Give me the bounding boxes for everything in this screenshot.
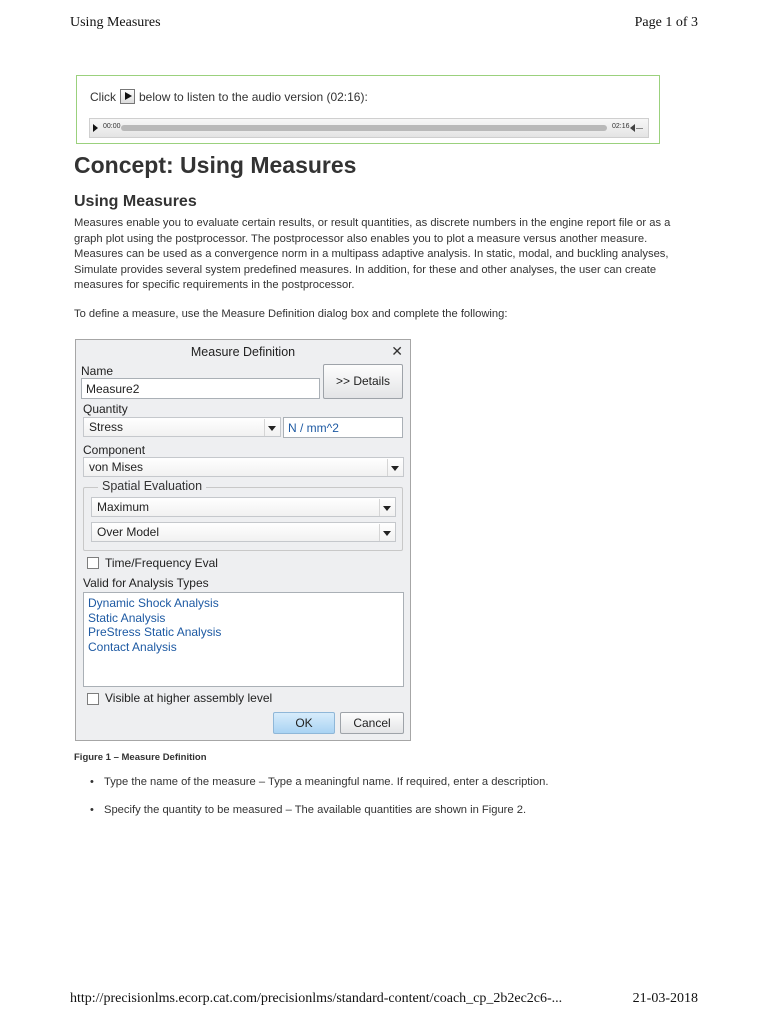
chevron-down-icon [264, 419, 278, 436]
list-item: • Specify the quantity to be measured – The available quantities are shown in Figure 2. [90, 803, 548, 831]
spatial-scope-value: Over Model [97, 525, 160, 539]
list-item: Contact Analysis [88, 639, 177, 654]
cancel-button[interactable]: Cancel [340, 712, 404, 734]
chevron-down-icon [387, 459, 401, 476]
player-play-icon[interactable] [93, 124, 98, 132]
page-header-title: Using Measures [70, 15, 161, 30]
time-frequency-checkbox[interactable] [87, 557, 99, 569]
time-frequency-label: Time/Frequency Eval [105, 556, 218, 570]
body-paragraph: Measures enable you to evaluate certain results, or result quantities, as discrete numbers in the engine report file or as a graph plot using the postprocessor. The postprocessor also enables you to plot a measure versus another measure. Measures can be used as a convergence norm in a multipass adaptive analysis. In static, modal, and buckling analyses, Simulate provides several system predefined measures. In addition, for these and other analyses, the user can create measures for specific requirements in the postprocessor. [74, 217, 671, 291]
dialog-title: Measure Definition [190, 345, 296, 359]
player-seek-bar[interactable] [121, 125, 607, 131]
audio-panel [76, 75, 660, 144]
ok-button[interactable]: OK [273, 712, 335, 734]
audio-instruction-prefix: Click [90, 89, 116, 104]
footer-date: 21-03-2018 [632, 991, 698, 1006]
visible-higher-level-checkbox[interactable] [87, 693, 99, 705]
measure-definition-dialog [75, 339, 411, 741]
spatial-evaluation-legend: Spatial Evaluation [98, 479, 206, 493]
list-item: PreStress Static Analysis [88, 625, 222, 640]
component-value: von Mises [89, 460, 144, 474]
name-label: Name [81, 364, 114, 378]
component-select[interactable] [83, 457, 404, 477]
play-icon[interactable] [120, 89, 135, 104]
quantity-select[interactable] [83, 417, 281, 437]
audio-instruction-suffix: below to listen to the audio version (02:16): [139, 89, 368, 104]
list-item: • Type the name of the measure – Type a meaningful name. If required, enter a description. [90, 775, 548, 803]
chevron-down-icon [379, 499, 393, 516]
spatial-scope-select[interactable] [91, 522, 396, 542]
audio-instruction [90, 89, 368, 104]
details-button[interactable]: >> Details [323, 364, 403, 399]
name-input[interactable]: Measure2 [81, 378, 320, 399]
audio-player [89, 118, 649, 138]
close-icon[interactable]: ✕ [391, 343, 403, 359]
page-number: Page 1 of 3 [634, 15, 698, 30]
component-label: Component [83, 443, 146, 457]
player-time-end: 02:16 [612, 123, 630, 130]
define-paragraph: To define a measure, use the Measure Definition dialog box and complete the following: [74, 308, 508, 320]
instruction-list [90, 775, 548, 831]
spatial-evaluation-value: Maximum [97, 500, 150, 514]
footer-url: http://precisionlms.ecorp.cat.com/precisionlms/standard-content/coach_cp_2b2ec2c6-... [70, 991, 563, 1006]
concept-title: Concept: Using Measures [74, 152, 357, 178]
chevron-down-icon [379, 524, 393, 541]
list-item: Static Analysis [88, 610, 166, 625]
spatial-evaluation-select[interactable] [91, 497, 396, 517]
visible-higher-level-label: Visible at higher assembly level [105, 691, 273, 705]
units-field[interactable]: N / mm^2 [283, 417, 403, 438]
quantity-value: Stress [89, 420, 124, 434]
player-time-start: 00:00 [103, 123, 121, 130]
volume-icon[interactable] [630, 124, 644, 133]
quantity-label: Quantity [83, 402, 128, 416]
section-heading: Using Measures [74, 193, 197, 210]
list-item: Dynamic Shock Analysis [88, 596, 219, 610]
analysis-types-list[interactable] [83, 592, 404, 687]
valid-analysis-label: Valid for Analysis Types [83, 576, 209, 590]
figure-caption: Figure 1 – Measure Definition [74, 752, 207, 763]
